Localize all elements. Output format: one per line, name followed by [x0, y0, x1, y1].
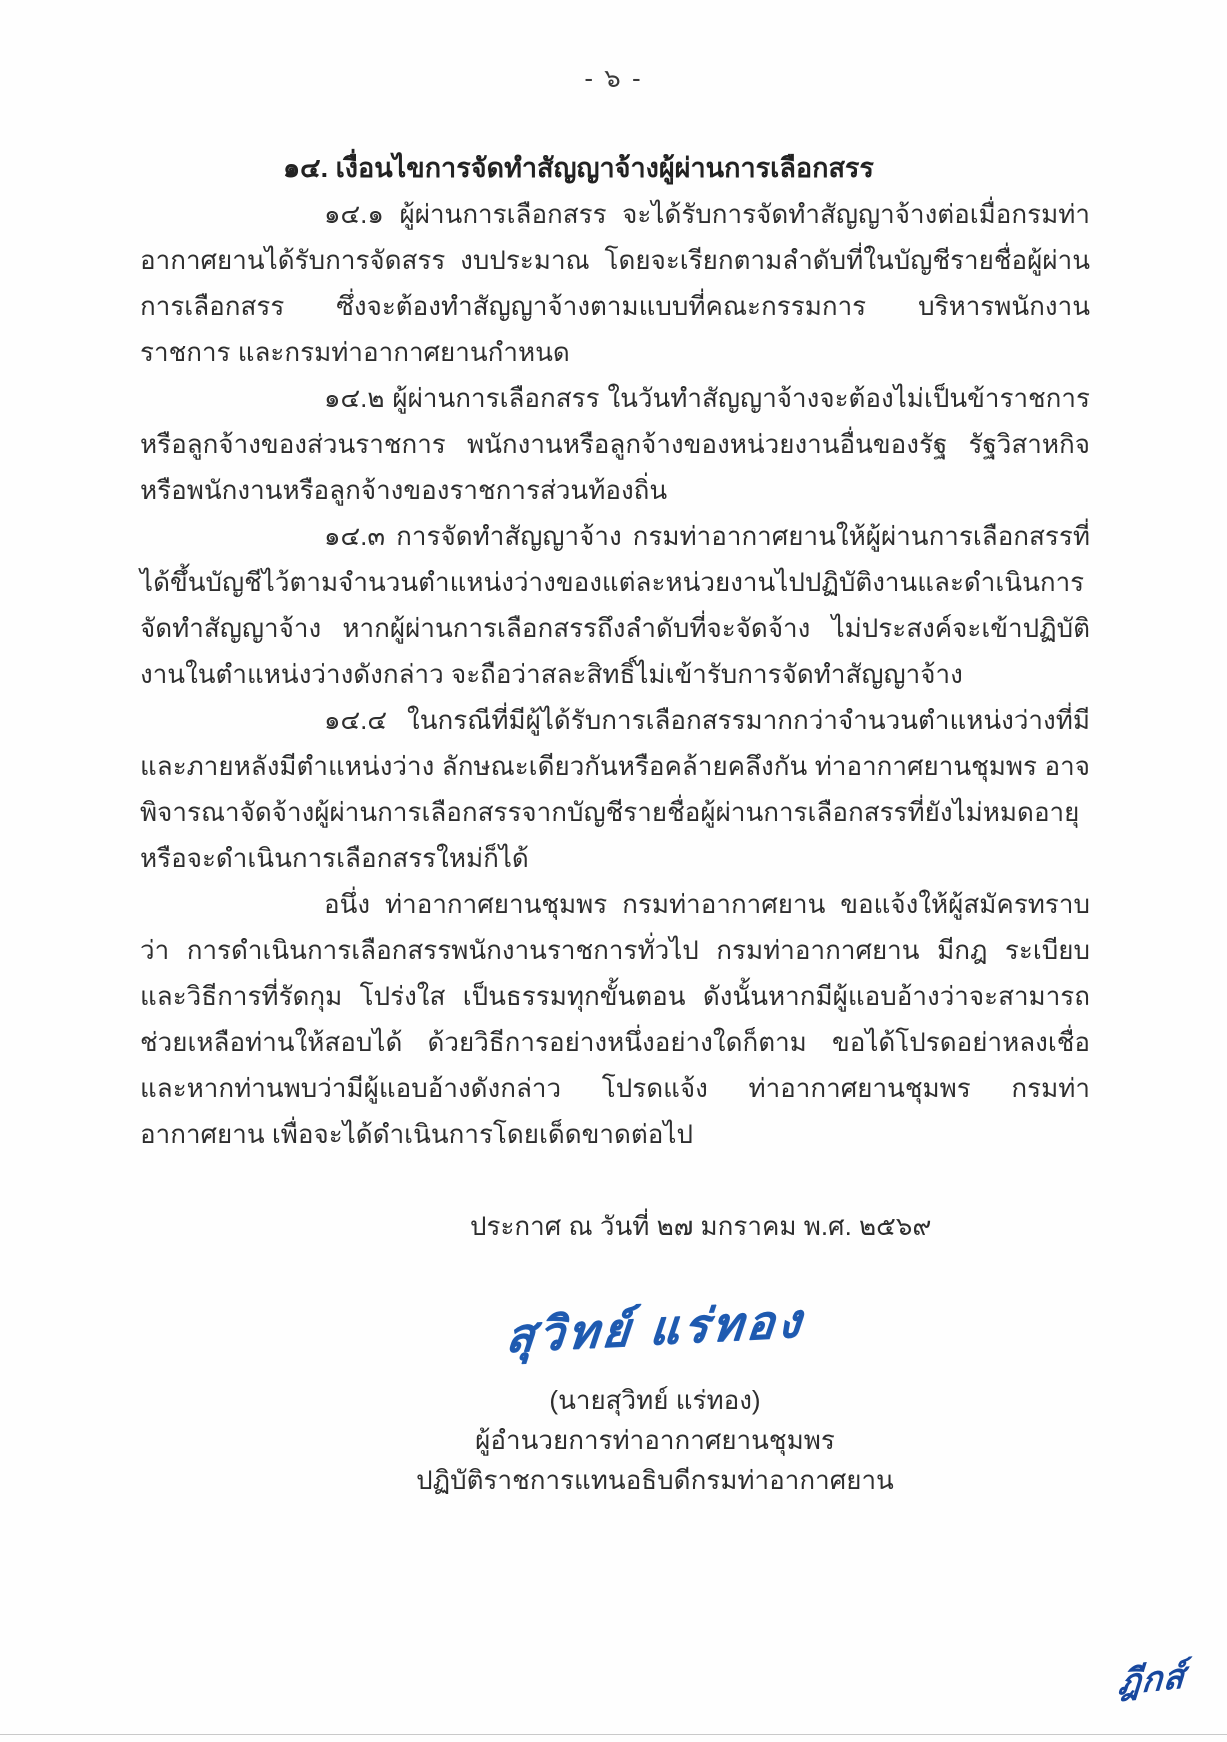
handwritten-signature: สุวิทย์ แร่ทอง	[503, 1294, 807, 1362]
document-body	[0, 145, 1227, 1500]
signature-block	[220, 1294, 1090, 1500]
section-heading: ๑๔. เงื่อนไขการจัดทำสัญญาจ้างผู้ผ่านการเลือกสรร	[283, 153, 874, 183]
paragraph-14-4: ๑๔.๔ ในกรณีที่มีผู้ได้รับการเลือกสรรมากกว่าจำนวนตำแหน่งว่างที่มี และภายหลังมีตำแหน่งว่าง ลักษณะเดียวกันหรือคล้ายคลึงกัน ท่าอากาศยานชุมพร อาจพิจารณาจัดจ้างผู้ผ่านการเลือกสรรจากบัญชีรายชื่อผู้ผ่านการเลือกสรรที่ยังไม่หมดอายุหรือจะดำเนินการเลือกสรรใหม่ก็ได้	[140, 705, 1090, 873]
paragraph-14-1: ๑๔.๑ ผู้ผ่านการเลือกสรร จะได้รับการจัดทำสัญญาจ้างต่อเมื่อกรมท่าอากาศยานได้รับการจัดสรร งบประมาณ โดยจะเรียกตามลำดับที่ในบัญชีรายชื่อผู้ผ่านการเลือกสรร ซึ่งจะต้องทำสัญญาจ้างตามแบบที่คณะกรรมการ บริหารพนักงานราชการ และกรมท่าอากาศยานกำหนด	[140, 199, 1090, 367]
signer-name: (นายสุวิทย์ แร่ทอง)	[549, 1384, 761, 1415]
signer-title-director: ผู้อำนวยการท่าอากาศยานชุมพร	[475, 1424, 835, 1455]
handwritten-initials-mark: ฎีกส์	[1116, 1657, 1187, 1703]
paragraph-closing-notice: อนึ่ง ท่าอากาศยานชุมพร กรมท่าอากาศยาน ขอแจ้งให้ผู้สมัครทราบว่า การดำเนินการเลือกสรรพนักงานราชการทั่วไป กรมท่าอากาศยาน มีกฎ ระเบียบ และวิธีการที่รัดกุม โปร่งใส เป็นธรรมทุกขั้นตอน ดังนั้นหากมีผู้แอบอ้างว่าจะสามารถช่วยเหลือท่านให้สอบได้ ด้วยวิธีการอย่างหนึ่งอย่างใดก็ตาม ขอได้โปรดอย่าหลงเชื่อ และหากท่านพบว่ามีผู้แอบอ้างดังกล่าว โปรดแจ้ง ท่าอากาศยานชุมพร กรมท่าอากาศยาน เพื่อจะได้ดำเนินการโดยเด็ดขาดต่อไป	[140, 889, 1090, 1149]
scan-edge-line	[0, 1734, 1227, 1735]
signer-title-acting-for: ปฏิบัติราชการแทนอธิบดีกรมท่าอากาศยาน	[416, 1464, 894, 1495]
issued-date-line: ประกาศ ณ วันที่ ๒๗ มกราคม พ.ศ. ๒๕๖๙	[470, 1211, 932, 1241]
paragraph-14-2: ๑๔.๒ ผู้ผ่านการเลือกสรร ในวันทำสัญญาจ้างจะต้องไม่เป็นข้าราชการหรือลูกจ้างของส่วนราชการ พนักงานหรือลูกจ้างของหน่วยงานอื่นของรัฐ รัฐวิสาหกิจ หรือพนักงานหรือลูกจ้างของราชการส่วนท้องถิ่น	[140, 383, 1090, 505]
page-number: - ๖ -	[584, 63, 643, 93]
paragraph-14-3: ๑๔.๓ การจัดทำสัญญาจ้าง กรมท่าอากาศยานให้ผู้ผ่านการเลือกสรรที่ได้ขึ้นบัญชีไว้ตามจำนวนตำแหน่งว่างของแต่ละหน่วยงานไปปฏิบัติงานและดำเนินการจัดทำสัญญาจ้าง หากผู้ผ่านการเลือกสรรถึงลำดับที่จะจัดจ้าง ไม่ประสงค์จะเข้าปฏิบัติงานในตำแหน่งว่างดังกล่าว จะถือว่าสละสิทธิ์ไม่เข้ารับการจัดทำสัญญาจ้าง	[140, 521, 1090, 689]
